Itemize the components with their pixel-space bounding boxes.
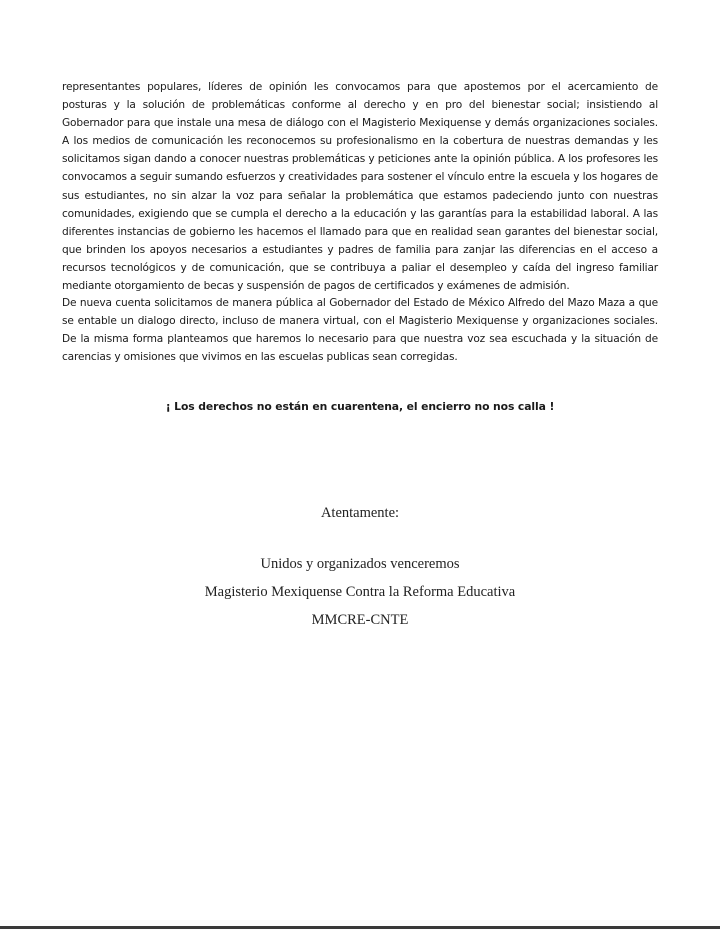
paragraph-text: representantes populares, líderes de opinión les convocamos para que apostemos por el acercamiento de posturas y la solución de problemáticas conforme al derecho y en pro del bienestar social; insistiendo al Gobernador para que instale una mesa de diálogo con el Magisterio Mexiquense y demás organizaciones sociales. A los medios de comunicación les reconocemos su profesionalismo en la cobertura de nuestras demandas y les solicitamos sigan dando a conocer nuestras problemáticas y peticiones ante la opinión pública. A los profesores les convocamos a seguir sumando esfuerzos y creatividades para sostener el vínculo entre la escuela y los hogares de sus estudiantes, no sin alzar la voz para señalar la problemática que estamos padeciendo junto con nuestras comunidades, exigiendo que se cumpla el derecho a la educación y las garantías para la estabilidad laboral. A las diferentes instancias de gobierno les hacemos el llamado para que en realidad sean garantes del bienestar social, que brinden los apoyos necesarios a estudiantes y padres de familia para zanjar las diferencias en el acceso a recursos tecnológicos y de comunicación, que se contribuya a paliar el desempleo y caída del ingreso familiar mediante otorgamiento de becas y suspensión de pagos de certificados y exámenes de admisión. [62,81,658,293]
body-paragraph-1 [62,78,658,295]
paragraph-text: De nueva cuenta solicitamos de manera pública al Gobernador del Estado de México Alfredo del Mazo Maza a que se entable un dialogo directo, incluso de manera virtual, con el Magisterio Mexiquense y organizaciones sociales. De la misma forma planteamos que haremos lo necesario para que nuestra voz sea escuchada y la situación de carencias y omisiones que vivimos en las escuelas publicas sean corregidas. [62,297,658,364]
closing-salutation: Atentamente: [320,505,400,521]
bottom-divider [0,926,720,929]
body-paragraph-2 [62,294,658,366]
organization-name: Magisterio Mexiquense Contra la Reforma Educativa [204,584,516,600]
closing-motto: Unidos y organizados venceremos [260,556,460,572]
slogan: ¡ Los derechos no están en cuarentena, el encierro no nos calla ! [165,400,555,413]
organization-acronym: MMCRE-CNTE [311,612,409,628]
